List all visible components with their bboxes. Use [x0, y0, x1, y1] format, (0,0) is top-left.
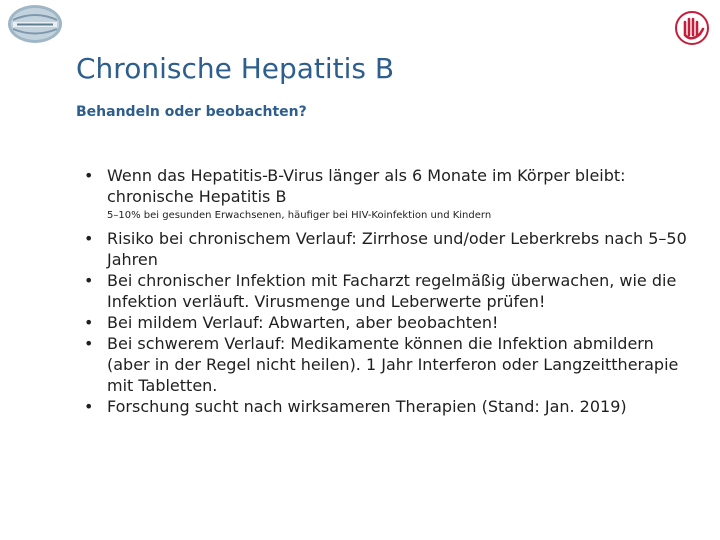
bullet-item [82, 228, 687, 270]
bullet-icon: • [84, 271, 94, 290]
bullet-text: Wenn das Hepatitis-B-Virus länger als 6 Monate im Körper bleibt: chronische Hepatitis B [107, 166, 626, 206]
organization-logo [5, 2, 65, 50]
bullet-icon: • [84, 397, 94, 416]
bullet-item [82, 396, 687, 417]
bullet-icon: • [84, 229, 94, 248]
bullet-text: Forschung sucht nach wirksameren Therapien (Stand: Jan. 2019) [107, 397, 627, 416]
hand-logo [672, 8, 712, 48]
bullet-item [82, 270, 687, 312]
slide-subtitle: Behandeln oder beobachten? [76, 104, 307, 120]
bullet-item [82, 312, 687, 333]
slide-title: Chronische Hepatitis B [76, 52, 395, 85]
bullet-icon: • [84, 166, 94, 185]
bullet-text: Bei chronischer Infektion mit Facharzt regelmäßig überwachen, wie die Infektion verläuft. Virusmenge und Leberwerte prüfen! [107, 271, 677, 311]
bullet-list [82, 165, 687, 417]
bullet-footnote: 5–10% bei gesunden Erwachsenen, häufiger bei HIV-Koinfektion und Kindern [107, 210, 492, 221]
bullet-item [82, 333, 687, 396]
bullet-item [82, 165, 687, 207]
bullet-text: Bei mildem Verlauf: Abwarten, aber beobachten! [107, 313, 499, 332]
bullet-text: Bei schwerem Verlauf: Medikamente können die Infektion abmildern (aber in der Regel nicht heilen). 1 Jahr Interferon oder Langzeittherapie mit Tabletten. [107, 334, 679, 395]
bullet-icon: • [84, 334, 94, 353]
bullet-text: Risiko bei chronischem Verlauf: Zirrhose und/oder Leberkrebs nach 5–50 Jahren [107, 229, 687, 269]
bullet-icon: • [84, 313, 94, 332]
